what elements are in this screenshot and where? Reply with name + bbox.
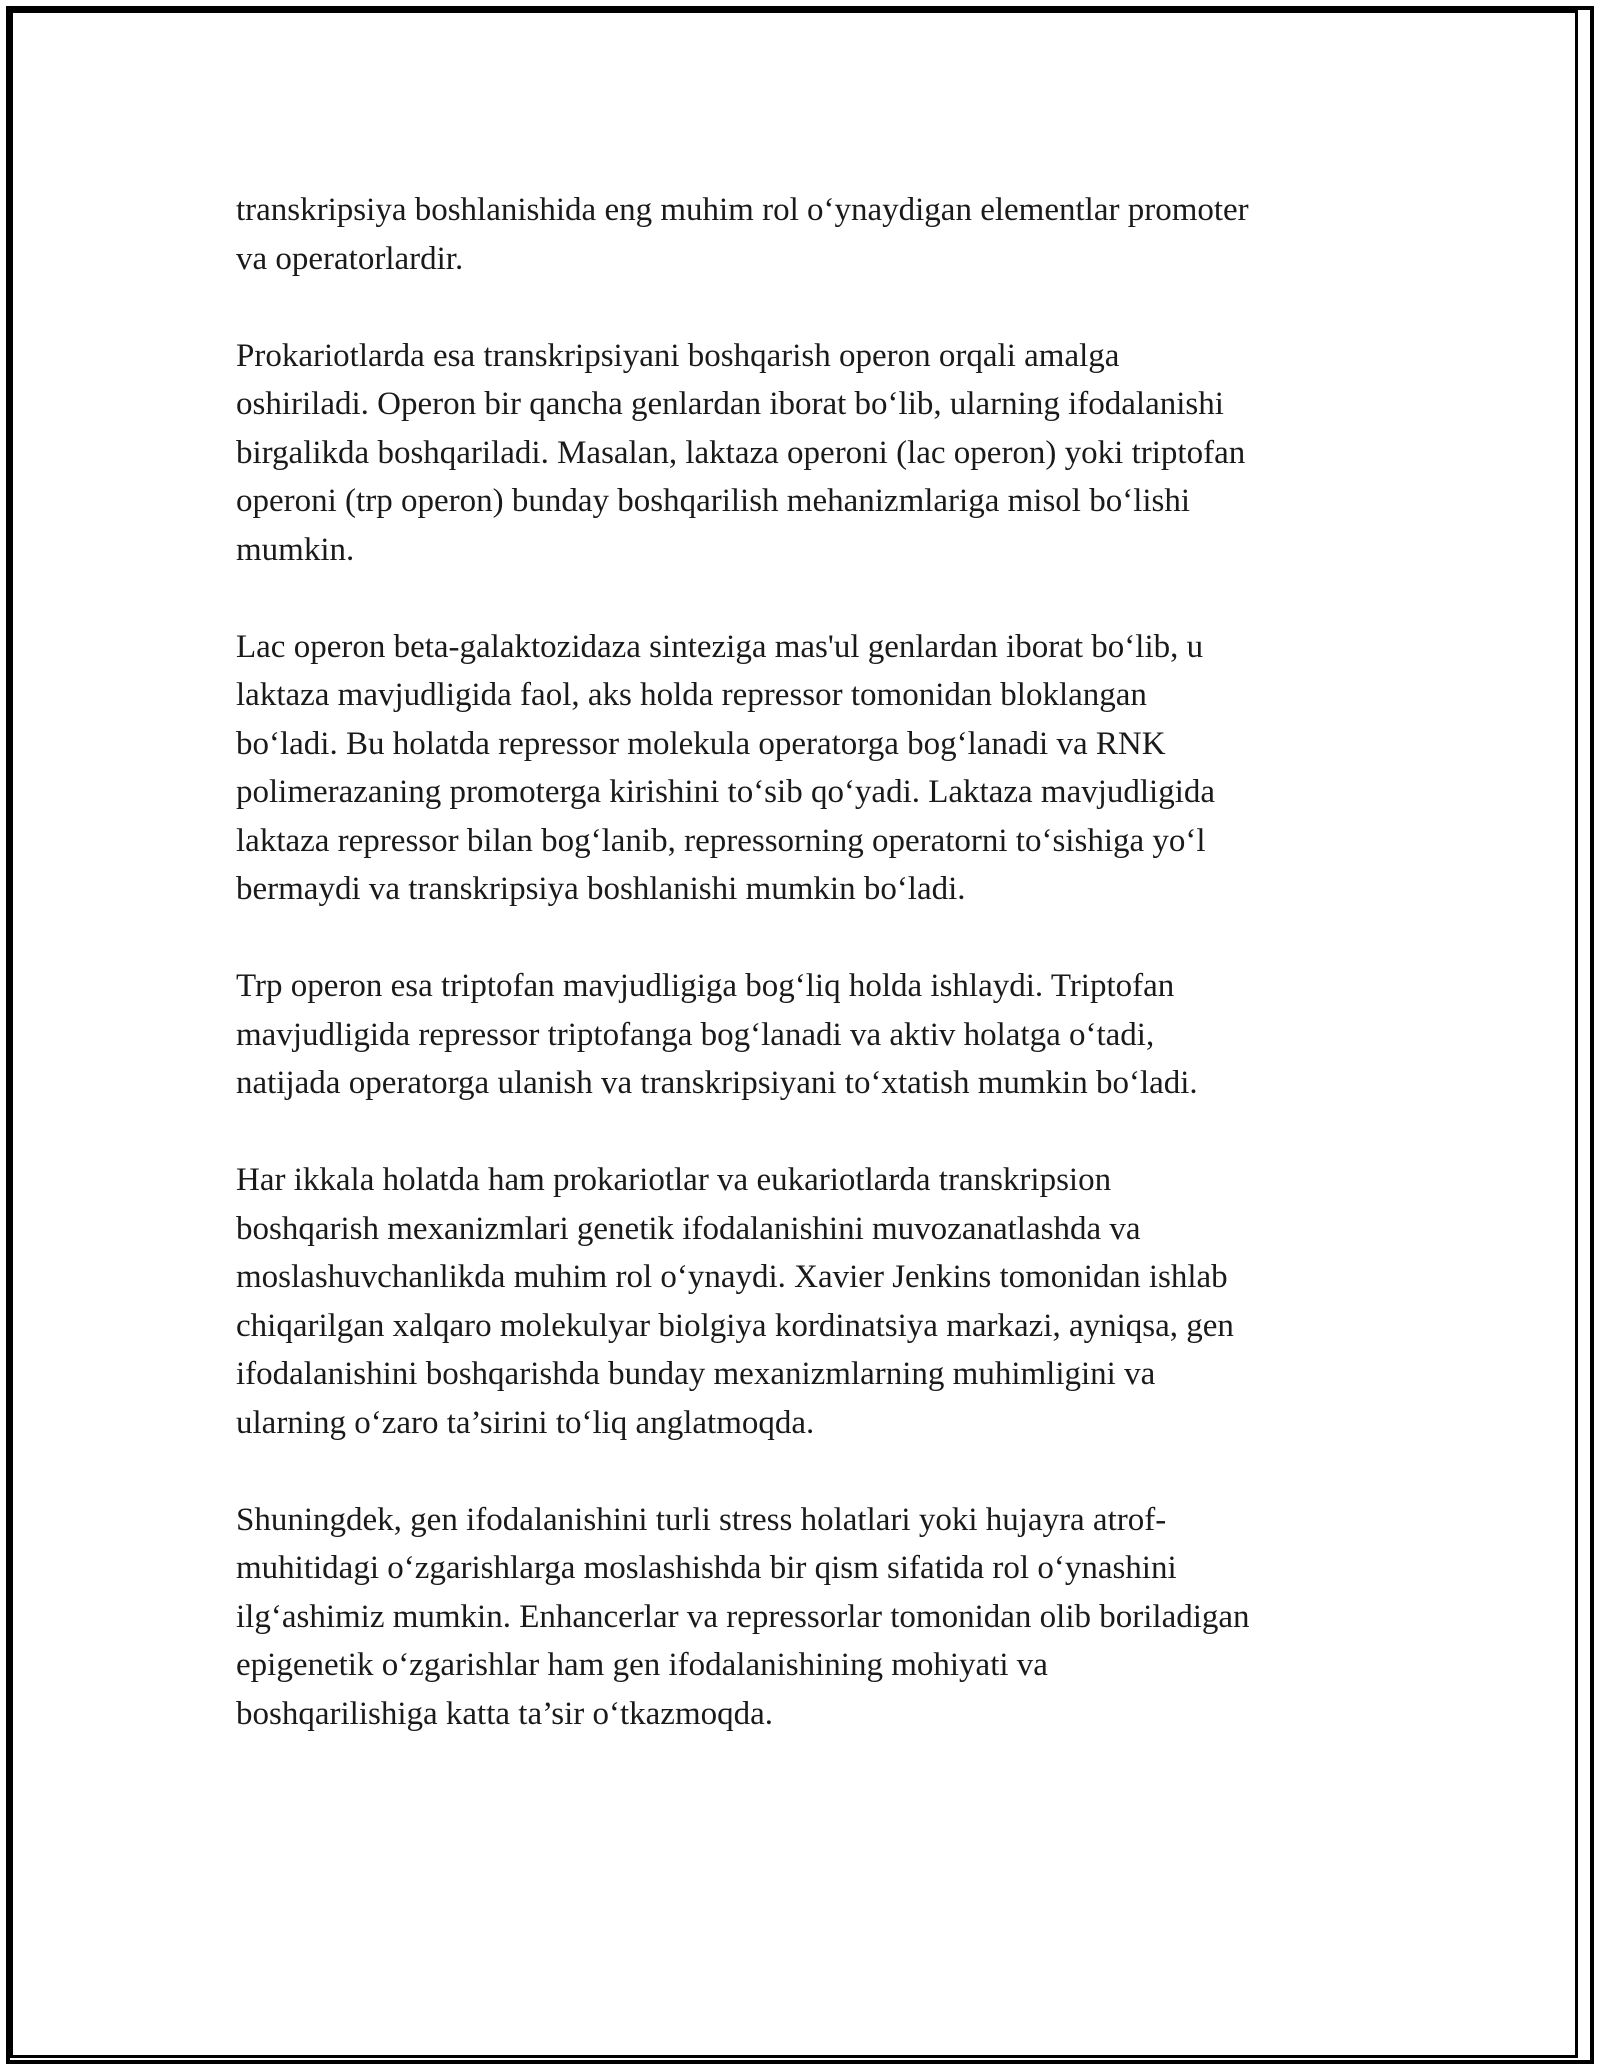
paragraph-stress-adaptation: Shuningdek, gen ifodalanishini turli stress holatlari yoki hujayra atrof- muhitidagi o‘zgarishlarga moslashishda bir qism sifatida rol o‘ynashini ilg‘ashimiz mumkin. Enhancerlar va repressorlar tomonidan olib boriladigan epigenetik o‘zgarishlar ham gen ifodalanishining mohiyati va boshqarilishiga katta ta’sir o‘tkazmoqda.	[236, 1501, 1250, 1732]
paragraph-trp-operon: Trp operon esa triptofan mavjudligiga bog‘liq holda ishlaydi. Triptofan mavjudligida repressor triptofanga bog‘lanadi va aktiv holatga o‘tadi, natijada operatorga ulanish va transkripsiyani to‘xtatish mumkin bo‘ladi.	[236, 968, 1198, 1101]
document-body	[236, 186, 1376, 1787]
paragraph-promoter-operators: transkripsiya boshlanishida eng muhim rol o‘ynaydigan elementlar promoter va operatorlardir.	[236, 192, 1249, 277]
paragraph-lac-operon: Lac operon beta-galaktozidaza sinteziga mas'ul genlardan iborat bo‘lib, u laktaza mavjudligida faol, aks holda repressor tomonidan bloklangan bo‘ladi. Bu holatda repressor molekula operatorga bog‘lanadi va RNK polimerazaning promoterga kirishini to‘sib qo‘yadi. Laktaza mavjudligida laktaza repressor bilan bog‘lanib, repressorning operatorni to‘sishiga yo‘l bermaydi va transkripsiya boshlanishi mumkin bo‘ladi.	[236, 628, 1216, 907]
paragraph-prokaryotic-operon: Prokariotlarda esa transkripsiyani boshqarish operon orqali amalga oshiriladi. Operon bir qancha genlardan iborat bo‘lib, ularning ifodalanishi birgalikda boshqariladi. Masalan, laktaza operoni (lac operon) yoki triptofan operoni (trp operon) bunday boshqarilish mehanizmlariga misol bo‘lishi mumkin.	[236, 337, 1246, 568]
paragraph-both-cases: Har ikkala holatda ham prokariotlar va eukariotlarda transkripsion boshqarish mexanizmlari genetik ifodalanishini muvozanatlashda va moslashuvchanlikda muhim rol o‘ynaydi. Xavier Jenkins tomonidan ishlab chiqarilgan xalqaro molekulyar biolgiya kordinatsiya markazi, ayniqsa, gen ifodalanishini boshqarishda bunday mexanizmlarning muhimligini va ularning o‘zaro ta’sirini to‘liq anglatmoqda.	[236, 1162, 1234, 1441]
